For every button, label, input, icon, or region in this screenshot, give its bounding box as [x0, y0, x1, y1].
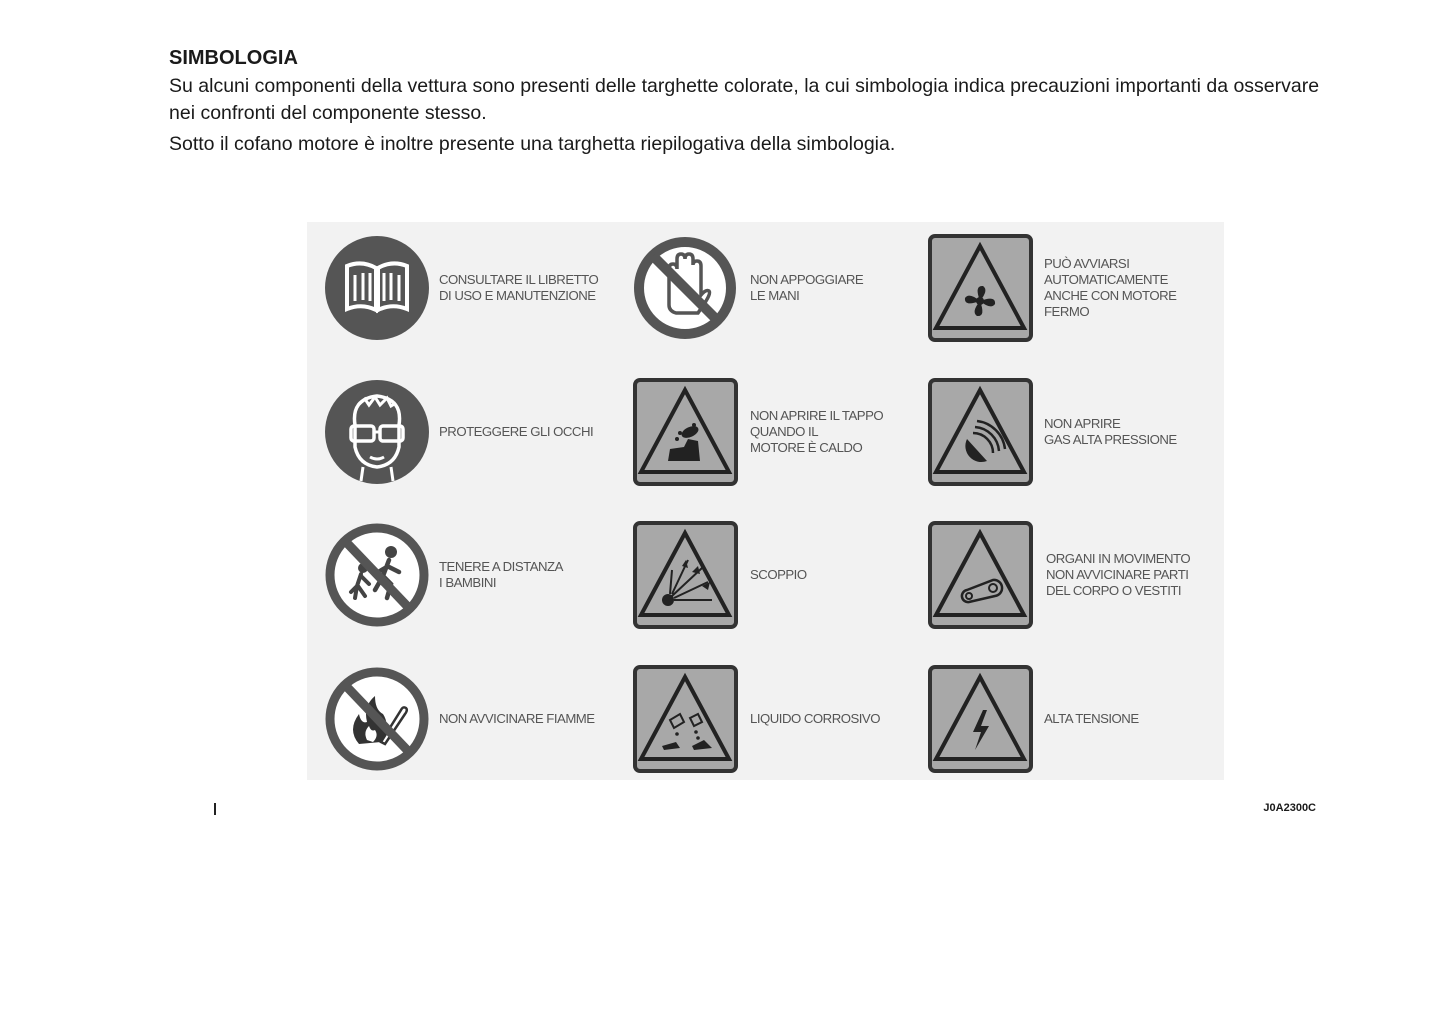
symbol-label: NON APRIRE GAS ALTA PRESSIONE — [1044, 416, 1177, 447]
symbol-label: LIQUIDO CORROSIVO — [750, 711, 880, 726]
symbol-label: CONSULTARE IL LIBRETTO DI USO E MANUTENZIONE — [439, 272, 599, 303]
symbol-cell-moving-parts — [927, 520, 1222, 630]
symbol-cell-fan — [927, 233, 1222, 343]
no-children-icon — [325, 520, 435, 630]
symbol-cell-manual — [325, 233, 625, 343]
no-flames-icon — [325, 664, 435, 774]
explosion-warning-icon — [632, 520, 742, 630]
intro-paragraph: Su alcuni componenti della vettura sono presenti delle targhette colorate, la cui simbologia indica precauzioni importanti da osservare nei confronti del componente stesso. — [169, 75, 1320, 124]
moving-parts-warning-icon — [927, 520, 1037, 630]
symbol-label: ORGANI IN MOVIMENTO NON AVVICINARE PARTI DEL CORPO O VESTITI — [1046, 551, 1191, 598]
fan-warning-icon — [927, 233, 1037, 343]
symbol-cell-corrosive — [632, 664, 922, 774]
hot-cap-warning-icon — [632, 377, 742, 487]
symbol-label: NON AVVICINARE FIAMME — [439, 711, 595, 726]
symbol-cell-no-hands — [632, 233, 922, 343]
symbol-cell-high-voltage — [927, 664, 1222, 774]
book-icon — [325, 233, 435, 343]
symbol-cell-high-pressure — [927, 377, 1222, 487]
symbol-label: NON APPOGGIARE LE MANI — [750, 272, 864, 303]
engine-hood-paragraph: Sotto il cofano motore è inoltre presente una targhetta riepilogativa della simbologia. — [169, 133, 896, 155]
high-pressure-warning-icon — [927, 377, 1037, 487]
symbol-label: PUÒ AVVIARSI AUTOMATICAMENTE ANCHE CON MOTORE FERMO — [1044, 256, 1177, 319]
section-title: SIMBOLOGIA — [169, 47, 298, 69]
symbol-cell-children — [325, 520, 625, 630]
symbol-cell-hot-cap — [632, 377, 922, 487]
eye-protection-icon — [325, 377, 435, 487]
symbols-figure — [307, 222, 1224, 780]
symbol-label: ALTA TENSIONE — [1044, 711, 1139, 726]
margin-marker — [214, 803, 216, 815]
symbol-label: SCOPPIO — [750, 567, 807, 582]
symbol-cell-eye-protection — [325, 377, 625, 487]
symbol-label: NON APRIRE IL TAPPO QUANDO IL MOTORE È CALDO — [750, 408, 884, 455]
no-hands-icon — [632, 233, 742, 343]
symbol-cell-explosion — [632, 520, 922, 630]
symbol-cell-flames — [325, 664, 625, 774]
symbol-label: PROTEGGERE GLI OCCHI — [439, 424, 594, 439]
high-voltage-warning-icon — [927, 664, 1037, 774]
symbol-label: TENERE A DISTANZA I BAMBINI — [439, 559, 563, 590]
figure-code: J0A2300C — [1263, 802, 1316, 814]
corrosive-warning-icon — [632, 664, 742, 774]
